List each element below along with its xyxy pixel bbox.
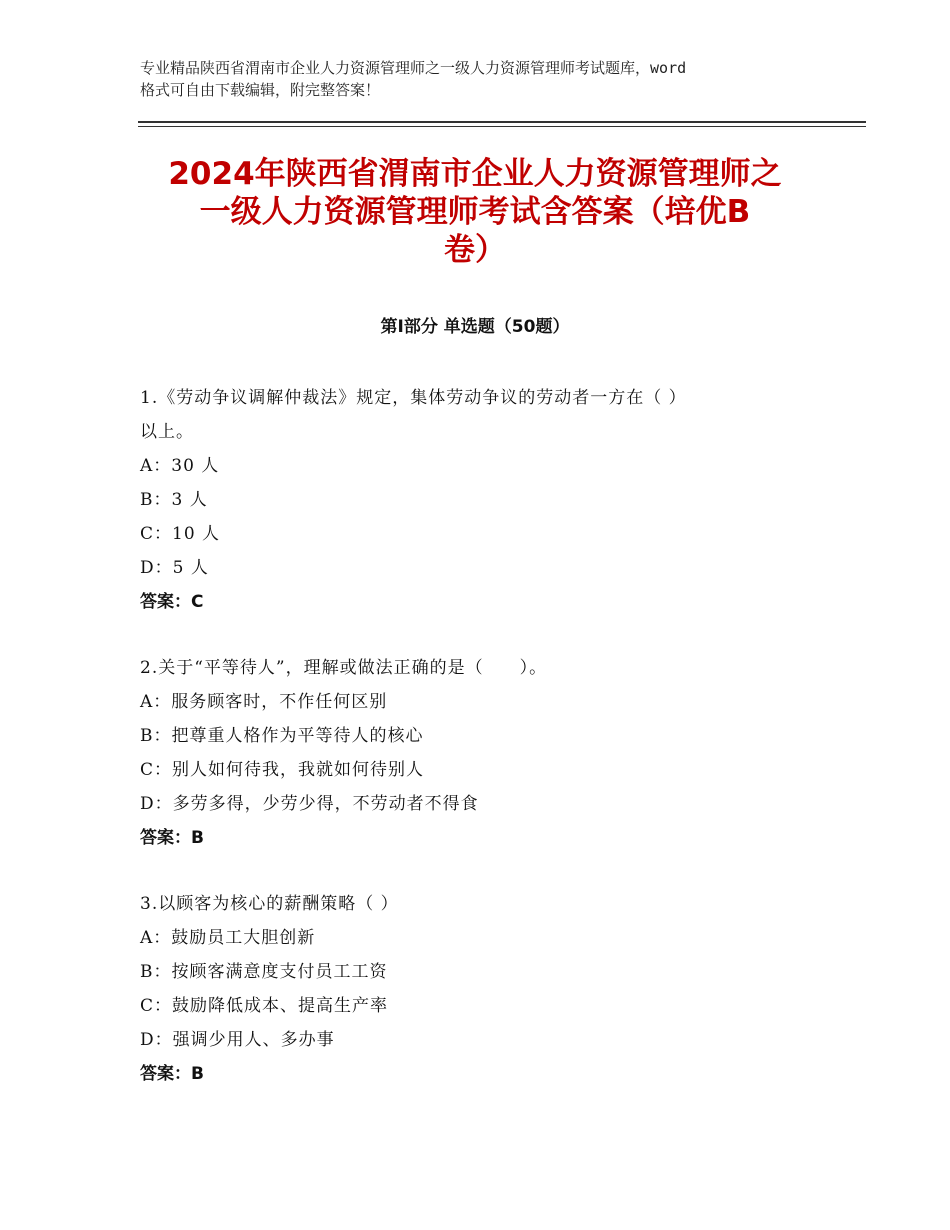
question-1-stem [140,381,810,449]
question-1-option-b: B：3 人 [140,490,208,510]
question-1-option-c: C：10 人 [140,524,221,544]
header-note-line-2: 格式可自由下载编辑，附完整答案！ [140,81,381,99]
header-note-line-1: 专业精品陕西省渭南市企业人力资源管理师之一级人力资源管理师考试题库，word [140,59,687,77]
header-note [140,57,820,101]
question-1-stem-line-1: 1.《劳动争议调解仲裁法》规定，集体劳动争议的劳动者一方在（ ） [140,388,687,408]
question-1-stem-line-2: 以上。 [140,422,194,442]
header-divider-thin [138,126,866,127]
question-list [140,381,810,1123]
document-title-line-1: 2024年陕西省渭南市企业人力资源管理师之 [168,156,782,192]
question-2-option-b: B：把尊重人格作为平等待人的核心 [140,726,424,746]
header-divider-thick [138,121,866,123]
question-3-stem: 3.以顾客为核心的薪酬策略（ ） [140,894,399,914]
question-3-option-b: B：按顾客满意度支付员工工资 [140,962,388,982]
question-3-option-c: C：鼓励降低成本、提高生产率 [140,996,389,1016]
document-title [140,155,810,269]
question-1-option-a: A：30 人 [140,456,220,476]
question-3-answer: 答案：B [140,1064,204,1084]
question-1-option-d: D：5 人 [140,558,209,578]
question-1 [140,381,810,619]
document-title-line-3: 卷） [444,232,506,268]
question-2-answer: 答案：B [140,828,204,848]
question-2 [140,651,810,855]
section-title: 第Ⅰ部分 单选题（50题） [380,317,570,337]
question-2-option-a: A：服务顾客时，不作任何区别 [140,692,388,712]
document-title-line-2: 一级人力资源管理师考试含答案（培优B [199,194,751,230]
question-3 [140,887,810,1091]
question-2-stem: 2.关于“平等待人”，理解或做法正确的是（ ）。 [140,658,548,678]
question-2-option-d: D：多劳多得，少劳少得，不劳动者不得食 [140,794,479,814]
question-3-option-d: D：强调少用人、多办事 [140,1030,335,1050]
question-2-option-c: C：别人如何待我，我就如何待别人 [140,760,425,780]
question-1-answer: 答案：C [140,592,204,612]
question-3-option-a: A：鼓励员工大胆创新 [140,928,316,948]
